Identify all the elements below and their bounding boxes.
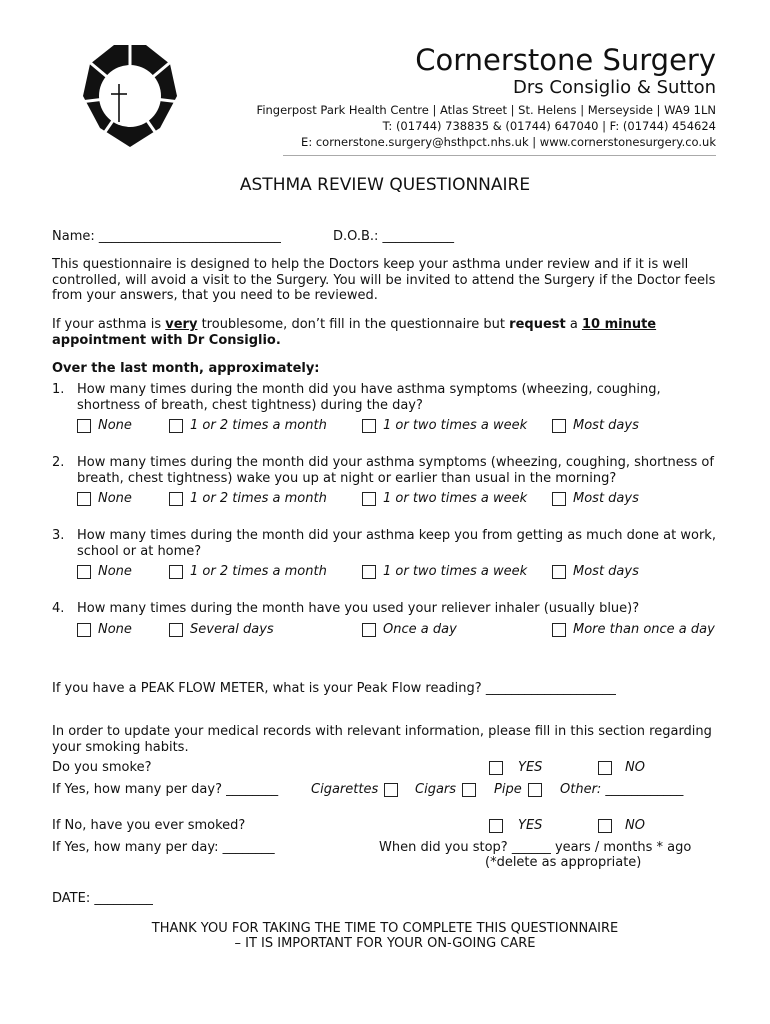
checkbox[interactable] [489,761,503,775]
question-text: How many times during the month did your asthma symptoms (wheezing, coughing, shortness of breath, chest tightness) wake you up at night or earlier than usual in the morning? [77,455,714,486]
warning-emphasis: very [165,317,198,332]
checkbox[interactable] [489,819,503,833]
checkbox[interactable] [598,761,612,775]
checkbox[interactable] [77,565,91,579]
q1-option-1-2-week[interactable] [362,418,527,434]
checkbox[interactable] [384,783,398,797]
q4-option-more-than-once[interactable] [552,622,715,638]
warning-paragraph [52,317,732,348]
cigarettes-option[interactable] [311,782,398,798]
question-text: How many times during the month did your asthma keep you from getting as much done at work, school or at home? [77,528,716,559]
question-number: 4. [52,601,65,616]
surgery-logo-icon [80,42,180,152]
option-label: 1 or two times a week [383,491,528,506]
surgery-phone: T: (01744) 738835 & (01744) 647040 | F: (01744) 454624 [382,119,716,133]
option-label: Cigarettes [311,782,379,797]
smoke-no-option[interactable] [598,760,645,776]
option-label: Other: ____________ [560,782,684,797]
checkbox[interactable] [598,819,612,833]
surgery-email: E: cornerstone.surgery@hsthpct.nhs.uk | www.cornerstonesurgery.co.uk [301,135,716,149]
question-text: How many times during the month did you have asthma symptoms (wheezing, coughing, shortness of breath, chest tightness) during the day? [77,382,661,413]
question-number: 3. [52,528,65,543]
option-label: YES [518,760,543,775]
option-label: More than once a day [573,622,715,637]
option-label: None [98,622,132,637]
surgery-name: Cornerstone Surgery [415,43,716,77]
warning-text: If your asthma is [52,317,166,332]
checkbox[interactable] [77,623,91,637]
q1-option-none[interactable] [77,418,132,434]
when-stopped-field[interactable]: When did you stop? ______ years / months * ago [379,840,692,855]
delete-note: (*delete as appropriate) [485,855,642,870]
warning-text: troublesome, don’t fill in the questionnaire but [197,317,510,332]
checkbox[interactable] [552,565,566,579]
checkbox[interactable] [362,565,376,579]
header-divider [283,155,716,156]
surgery-address: Fingerpost Park Health Centre | Atlas Street | St. Helens | Merseyside | WA9 1LN [256,103,716,117]
q3-option-1-2-month[interactable] [169,564,327,580]
question-text: How many times during the month have you used your reliever inhaler (usually blue)? [77,601,640,616]
other-field[interactable] [560,782,683,798]
q1-option-1-2-month[interactable] [169,418,327,434]
checkbox[interactable] [77,492,91,506]
option-label: Once a day [383,622,457,637]
option-label: Pipe [494,782,522,797]
do-you-smoke-label: Do you smoke? [52,760,152,775]
dob-field[interactable]: D.O.B.: ___________ [333,229,455,244]
checkbox[interactable] [528,783,542,797]
q3-option-none[interactable] [77,564,132,580]
checkbox[interactable] [462,783,476,797]
checkbox[interactable] [552,419,566,433]
warning-appointment-length: 10 minute [581,317,657,332]
option-label: None [98,491,132,506]
smoking-intro: In order to update your medical records with relevant information, please fill in this section regarding your smoking habits. [52,724,712,755]
option-label: 1 or 2 times a month [190,418,327,433]
checkbox[interactable] [169,419,183,433]
option-label: NO [625,818,645,833]
option-label: 1 or two times a week [383,418,528,433]
option-label: None [98,564,132,579]
ever-smoked-no-option[interactable] [598,818,645,834]
section-heading: Over the last month, approximately: [52,361,320,376]
q3-option-most-days[interactable] [552,564,639,580]
footer-thanks: THANK YOU FOR TAKING THE TIME TO COMPLETE THIS QUESTIONNAIRE [151,921,619,936]
option-label: None [98,418,132,433]
per-day-field[interactable]: If Yes, how many per day? ________ [52,782,279,797]
ever-smoked-label: If No, have you ever smoked? [52,818,246,833]
q1-option-most-days[interactable] [552,418,639,434]
option-label: Most days [573,418,639,433]
per-day-field-2[interactable]: If Yes, how many per day: ________ [52,840,275,855]
checkbox[interactable] [362,419,376,433]
warning-text: a [565,317,582,332]
doctors-names: Drs Consiglio & Sutton [512,77,716,98]
cigars-option[interactable] [415,782,476,798]
q4-option-once-a-day[interactable] [362,622,457,638]
question-number: 2. [52,455,65,470]
q2-option-1-2-week[interactable] [362,491,527,507]
checkbox[interactable] [552,623,566,637]
q2-option-none[interactable] [77,491,132,507]
checkbox[interactable] [362,623,376,637]
option-label: YES [518,818,543,833]
pipe-option[interactable] [494,782,542,798]
option-label: Most days [573,564,639,579]
q2-option-1-2-month[interactable] [169,491,327,507]
option-label: NO [625,760,645,775]
q3-option-1-2-week[interactable] [362,564,527,580]
form-title: ASTHMA REVIEW QUESTIONNAIRE [239,175,531,195]
peak-flow-field[interactable]: If you have a PEAK FLOW METER, what is your Peak Flow reading? ____________________ [52,681,616,696]
question-number: 1. [52,382,65,397]
warning-appointment: appointment with Dr Consiglio. [52,332,281,348]
option-label: 1 or 2 times a month [190,564,327,579]
checkbox[interactable] [362,492,376,506]
option-label: 1 or two times a week [383,564,528,579]
checkbox[interactable] [169,623,183,637]
q2-option-most-days[interactable] [552,491,639,507]
option-label: 1 or 2 times a month [190,491,327,506]
date-field[interactable]: DATE: _________ [52,891,153,906]
option-label: Most days [573,491,639,506]
checkbox[interactable] [77,419,91,433]
smoke-yes-option[interactable] [489,760,542,776]
intro-paragraph: This questionnaire is designed to help the Doctors keep your asthma under review and if it is well controlled, will avoid a visit to the Surgery. You will be invited to attend the Surgery if the Doctor feels from your answers, that you need to be reviewed. [52,257,716,303]
warning-request: request [509,317,566,332]
checkbox[interactable] [552,492,566,506]
q4-option-none[interactable] [77,622,132,638]
checkbox[interactable] [169,492,183,506]
ever-smoked-yes-option[interactable] [489,818,542,834]
name-field[interactable]: Name: ____________________________ [52,229,281,244]
footer-care: – IT IS IMPORTANT FOR YOUR ON-GOING CARE [234,936,536,951]
q4-option-several-days[interactable] [169,622,274,638]
option-label: Several days [190,622,274,637]
option-label: Cigars [415,782,457,797]
checkbox[interactable] [169,565,183,579]
